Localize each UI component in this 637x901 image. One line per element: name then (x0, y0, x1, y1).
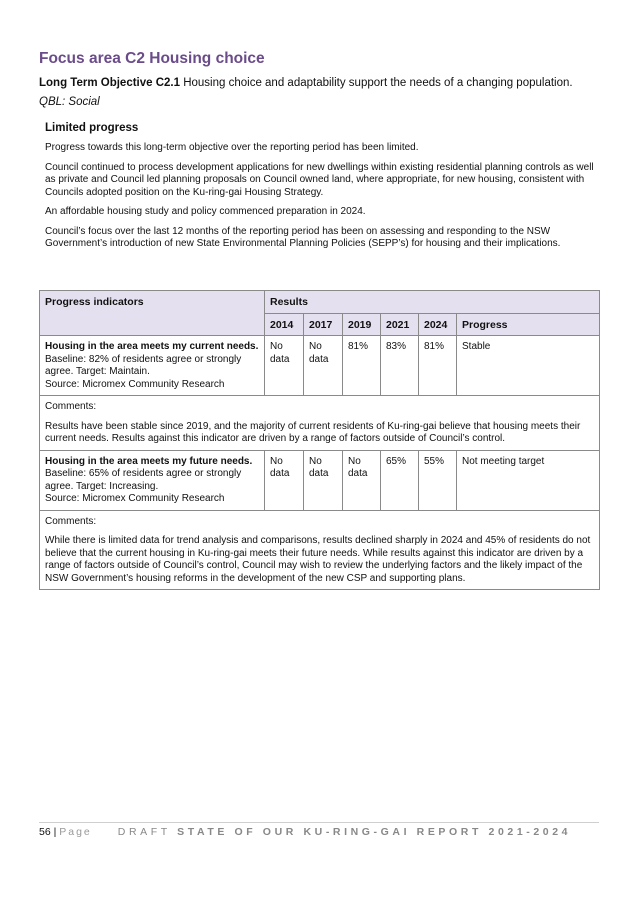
progress-status: Not meeting target (457, 450, 600, 510)
header-progress-indicators: Progress indicators (40, 291, 265, 336)
table-header-row (40, 291, 600, 314)
indicator-source: Source: Micromex Community Research (45, 493, 225, 504)
comment-row (40, 396, 600, 451)
indicator-title: Housing in the area meets my current needs. (45, 341, 259, 352)
header-year: 2019 (343, 313, 381, 336)
status-paragraph: Council continued to process development applications for new dwellings within existing residential planning controls as well as private and Council led planning proposals on Council owned land, where appropriate, for new housing, consistent with Councils adopted position on the Ku-ring-gai Housing Strategy. (45, 161, 594, 198)
indicator-cell (40, 336, 265, 396)
status-section (39, 122, 599, 251)
title-main: STATE OF OUR KU-RING-GAI REPORT 2021-2024 (177, 826, 572, 838)
result-value: 65% (381, 450, 419, 510)
header-results: Results (265, 291, 600, 314)
result-value: 81% (343, 336, 381, 396)
footer-separator: | (50, 826, 60, 838)
indicator-source: Source: Micromex Community Research (45, 378, 225, 390)
result-value: No data (304, 336, 343, 396)
page-label: Page (59, 826, 92, 838)
comments-label: Comments: (45, 515, 97, 527)
result-value: No data (265, 336, 304, 396)
qbl-label: QBL: Social (39, 96, 100, 108)
objective-text: Housing choice and adaptability support the needs of a changing population. (180, 77, 573, 89)
result-value: 81% (419, 336, 457, 396)
objective-label: Long Term Objective C2.1 (39, 77, 181, 89)
result-value: 83% (381, 336, 419, 396)
progress-status: Stable (457, 336, 600, 396)
result-value: No data (343, 450, 381, 510)
header-year: 2024 (419, 313, 457, 336)
status-paragraph: An affordable housing study and policy commenced preparation in 2024. (45, 206, 366, 217)
page-heading: Focus area C2 Housing choice (39, 50, 265, 67)
indicator-detail: Baseline: 65% of residents agree or strongly agree. Target: Increasing. (45, 468, 242, 492)
page-body (39, 50, 599, 258)
table-row (40, 336, 600, 396)
status-paragraph: Progress towards this long-term objective over the reporting period has been limited. (45, 142, 419, 153)
status-title: Limited progress (45, 122, 139, 134)
result-value: No data (304, 450, 343, 510)
title-prefix: DRAFT (117, 826, 171, 838)
comment-row (40, 510, 600, 590)
comment-cell (40, 396, 600, 451)
header-year: 2014 (265, 313, 304, 336)
progress-indicators-table (39, 290, 600, 590)
header-year: 2021 (381, 313, 419, 336)
comment-text: Results have been stable since 2019, and the majority of current residents of Ku-ring-gai believe that housing meets their current needs. Results against this indicator are driven by a range of factors outside of Council’s control. (45, 420, 581, 444)
page-footer (39, 822, 599, 838)
result-value: No data (265, 450, 304, 510)
indicator-title: Housing in the area meets my future needs. (45, 455, 253, 467)
objective-line (39, 76, 599, 90)
table-row (40, 450, 600, 510)
comment-cell (40, 510, 600, 590)
comments-label: Comments: (45, 401, 97, 412)
comment-text: While there is limited data for trend analysis and comparisons, results declined sharply in 2024 and 45% of residents do not believe that the current housing in Ku-ring-gai meets their future needs. While results against this indicator are driven by a range of factors outside of Council’s control, Council may wish to review the underlying factors and the likely impact of the NSW Government’s housing reforms in the development of the new CSP and supporting plans. (45, 535, 591, 584)
header-progress: Progress (457, 313, 600, 336)
status-paragraph: Council’s focus over the last 12 months of the reporting period has been on assessing and responding to the NSW Government’s introduction of new State Environmental Planning Policies (SEPP’s) for housing and their implications. (45, 225, 561, 249)
page-number: 56 (39, 826, 51, 838)
result-value: 55% (419, 450, 457, 510)
indicator-cell (40, 450, 265, 510)
indicator-detail: Baseline: 82% of residents agree or strongly agree. Target: Maintain. (45, 353, 242, 377)
header-year: 2017 (304, 313, 343, 336)
report-title (118, 826, 571, 838)
